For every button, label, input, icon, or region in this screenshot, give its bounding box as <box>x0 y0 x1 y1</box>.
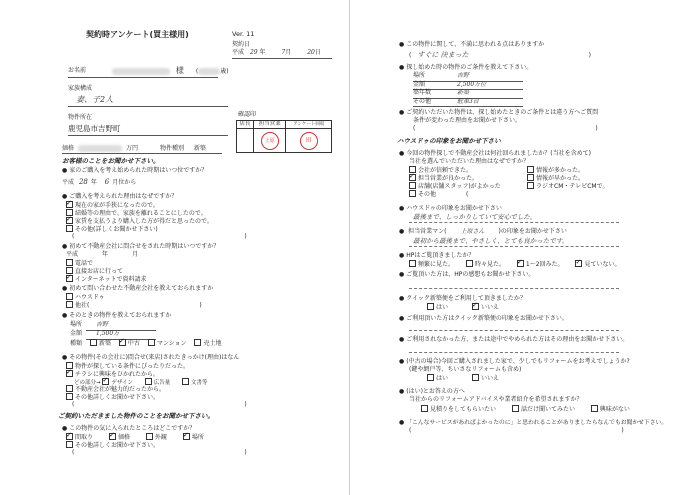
r7-option[interactable]: ✓ 見ていない。 <box>575 261 620 268</box>
name-label: お名前 <box>68 67 87 74</box>
q4-options <box>66 294 202 310</box>
contract-date-label: 契約日 <box>232 41 251 48</box>
q5-type: 種類 新築 ✓ 中古 マンション 売土地 <box>70 340 221 348</box>
r13-text-2: 当社からのリフォームアドバイスや業者紹介を希望されますか？ <box>409 396 583 403</box>
r7-text: ● HPはご覧頂きましたか？ <box>399 253 474 260</box>
r4-option[interactable]: 情報が早かった。 <box>527 175 609 183</box>
q7-option[interactable]: ✓間取り <box>66 434 93 441</box>
q1-text: ● 家のご購入を考え始められた時期はいつ位ですか？ <box>62 168 207 175</box>
q6-option[interactable]: ✓チラシに興味をひかれたから。 <box>66 371 247 379</box>
confirm-seal-label: 確認印 <box>238 111 257 118</box>
q3-text: ● 初めて不動産会社に問合せをされた時期はいつですか？ <box>62 244 219 251</box>
r7-options <box>409 261 620 269</box>
q3-option[interactable]: 直接お店に行って <box>66 268 146 276</box>
q6-options: 物件が探している条件にぴったりだった。 ✓チラシに興味をひかれたから。 どの部分→ ✓ デザイン 広告量 文書等 不動産会社が魅力的だったから。 その他詳しくお聞かせ下さい。 ( ) <box>66 363 247 409</box>
q3-option[interactable]: ✓インターネットで資料請求 <box>66 276 146 284</box>
q5-type-option[interactable]: 新築 <box>90 340 111 347</box>
q5-type-option[interactable]: ✓ 中古 <box>119 340 140 347</box>
r4-option[interactable]: 会社が信頼できた。 <box>409 167 501 175</box>
q5-type-option[interactable]: マンション <box>148 340 187 347</box>
q2-options: ✓現在の家が手狭になったので。 結婚等の理由で、家族を離れることにしたので。 ✓家賃を支払うより購入した方が得だと思ったので。 その他(詳しくお聞かせ下さい) ( ) <box>66 202 247 240</box>
q6-part[interactable]: 文書等 <box>182 380 208 386</box>
r5-text: ● ハウスドゥの印象をお聞かせ下さい <box>399 206 502 213</box>
q4-option[interactable]: 他社( ) <box>66 302 202 310</box>
section-customer: お客様のことをお聞かせ下さい。 <box>62 157 160 165</box>
q6-text: ● その物件(その会社に)問合せ(来店)されたきっかけ(理由)はなん <box>62 355 239 362</box>
r12-text-2: (鍵や網戸等、ちいさなリフォームも含め) <box>409 366 522 373</box>
q6-option[interactable]: 物件が探している条件にぴったりだった。 <box>66 363 247 371</box>
r1-answer-row: ( すぐに 決まった ) <box>409 51 591 59</box>
q7-option[interactable]: ✓ 場所 <box>183 434 204 441</box>
q5-text: ● そのときの物件を教えておられますか <box>62 313 171 320</box>
q7-text: ● この物件の気に入られたところはどこですか？ <box>62 426 195 433</box>
r13-text: ● (はい)とお答えの方へ <box>399 389 465 396</box>
q3-option[interactable]: 電話で <box>66 260 146 268</box>
survey-title: 契約時アンケート(買主様用) <box>86 30 189 39</box>
q7-other[interactable]: その他詳しくお聞かせ下さい。 <box>66 442 159 450</box>
sales-seal: 上原 <box>261 132 279 150</box>
r6-answer: 最初から最後まで、やさしく、とても良かったです。 <box>413 237 569 245</box>
r4-left-options <box>409 167 501 199</box>
r2-text: ● 探し始めた時の物件のご条件を教えて下さい。 <box>399 65 532 72</box>
redacted-name <box>112 68 170 75</box>
family-label: 家族構成 <box>68 85 93 92</box>
r4-option[interactable]: 店舗(店舗スタッフ)がよかった <box>409 183 501 191</box>
q4-option[interactable]: ハウスドゥ <box>66 294 202 302</box>
r13-option[interactable]: 興味がない <box>591 406 630 413</box>
r4-option[interactable]: ラジオCM・テレビCMで。 <box>527 183 609 191</box>
q2-option[interactable]: その他(詳しくお聞かせ下さい) <box>66 226 247 234</box>
r3-text-2: 条件が変わった理由をお聞かせ下さい。 <box>413 117 521 124</box>
q2-option[interactable]: ✓家賃を支払うより購入した方が得だと思ったので。 <box>66 218 247 226</box>
q6-option[interactable]: その他詳しくお聞かせ下さい。 <box>66 394 247 402</box>
r7-option[interactable]: ✓ 1〜2回みた。 <box>517 261 564 268</box>
r2-table: 場所 吉野 金額 2,500万位 築年数 新築 その他 駐車3台 <box>413 73 523 107</box>
r12-option[interactable]: はい <box>427 375 448 382</box>
r7-option[interactable]: 時々見た。 <box>466 261 505 268</box>
r11-text: ● ご利用されなかった方、または途中でやめられた方はその理由をお聞かせ下さい。 <box>399 337 628 344</box>
version-label: Ver. 11 <box>232 30 255 38</box>
family-value: 妻、子2人 <box>76 95 114 104</box>
section-property: ご契約いただきました物件のことをお聞かせ下さい。 <box>58 412 214 420</box>
location-value: 鹿児島市吉野町 <box>68 124 121 133</box>
r13-option[interactable]: 話だけ聞いてみたい <box>512 406 575 413</box>
q6-part[interactable]: ✓ デザイン <box>102 380 133 386</box>
r4-option[interactable]: 情報が多かった。 <box>527 167 609 175</box>
redacted-age <box>198 68 220 75</box>
r13-option[interactable]: 見積りをしてもらいたい <box>421 406 496 413</box>
q6-part[interactable]: 広告量 <box>145 380 171 386</box>
r8-text: ● ご覧頂いた方は、HPの感想もお聞かせ下さい。 <box>399 272 534 279</box>
q2-text: ● ご購入を考えられた理由はなぜですか？ <box>62 194 177 201</box>
r1-text: ● この物件に関して、不満に思われる点はありますか <box>399 42 544 49</box>
q2-option[interactable]: ✓現在の家が手狭になったので。 <box>66 202 247 210</box>
r9-option[interactable]: ✓ いいえ <box>472 304 499 311</box>
r7-option[interactable]: 頻繁に見た。 <box>409 261 454 268</box>
r9-options <box>427 304 499 312</box>
collection-seal: 田 <box>300 132 318 150</box>
section-impression: ハウスドゥの印象をお聞かせ下さい <box>397 137 501 145</box>
r13-options <box>421 406 630 414</box>
q2-option[interactable]: 結婚等の理由で、家族を離れることにしたので。 <box>66 210 247 218</box>
right-page: ● この物件に関して、不満に思われる点はありますか ( すぐに 決まった ) ● 探し始めた時の物件のご条件を教えて下さい。 場所 吉野 金額 2,500万位 築年数 新築 その他 駐車3台 ● ご契約いただいた物件は、探し始めたときのご条件とは違う方へご質問 条件が変わった理由をお聞かせ下さい。 ( ) ハウスドゥの印象をお聞かせ下さい ● 今回の物件探しで不動産会社は何社回られましたか？(当社を含めて) 当社を選んでいただいた理由はなぜですか？ 会社が信頼できた。 ✓担当営業が良かった。 店舗(店舗スタッフ)がよかった その他 ( 情報が多かった。 情報が早かった。 ラジオCM・テレビCMで。 ● ハウスドゥの印象をお聞かせ下さい 最後まで、しっかりしていて安心でした。 ● 担当営業マン( 上原さん )の印象をお聞かせ下さい 最初から最後まで、やさしく、とても良かったです。 ● HPはご覧頂きましたか？ 頻繁に見た。 時々見た。 ✓ 1〜2回みた。 ✓ 見ていない。 ● ご覧頂いた方は、HPの感想もお聞かせ下さい。 ● クイック新築便をご利用して頂きましたか？ はい ✓ いいえ ● ご利用頂いた方はクイック新築便の印象をお聞かせ下さい。 ● ご利用されなかった方、または途中でやめられた方はその理由をお聞かせ下さい。 ● (中古の場合)今回ご購入されました家で、少しでもリフォームをお考えでしょうか? (鍵や網戸等、ちいさなリフォームも含め) はい いいえ ● (はい)とお答えの方へ 当社からのリフォームアドバイスや業者紹介を希望されますか？ 見積りをしてもらいたい 話だけ聞いてみたい 興味がない ● 「こんなサービスがあればよかったのに」と思われることがありましたらなんでもお聞かせ下さい。 ( ) <box>351 0 700 495</box>
q1-answer: 平成 28 年 6 月位から <box>62 178 137 186</box>
r14-text: ● 「こんなサービスがあればよかったのに」と思われることがありましたらなんでもお聞かせ下さい。 <box>399 420 667 427</box>
contract-date: 平成 29 年 7月 20日 <box>232 49 321 56</box>
r9-option[interactable]: はい <box>427 304 448 311</box>
q7-options <box>66 434 204 442</box>
r4-text: ● 今回の物件探しで不動産会社は何社回られましたか？(当社を含めて) <box>399 151 591 158</box>
q4-text: ● 初めて問い合わせた不動産会社を教えておられますか <box>62 286 213 293</box>
left-page: 契約時アンケート(買主様用) Ver. 11 契約日 平成 29 年 7月 20日 お名前 様 ( 歳) 家族構成 妻、子2人 物件所在 鹿児島市吉野町 確認印 店長 担当営業 アンケート回収 上原 田 価格 万円 物件種別 新築 お客様のことをお聞かせ下さい。 ● 家のご購入を考え始められた時期はいつ位ですか？ 平成 28 年 6 月位から ● ご購入を考えられた理由はなぜですか？ ✓現在の家が手狭になったので。 結婚等の理由で、家族を離れることにしたので。 ✓家賃を支払うより購入した方が得だと思ったので。 その他(詳しくお聞かせ下さい) ( ) ● 初めて不動産会社に問合せをされた時期はいつですか？ 平成 年 月 電話で 直接お店に行って ✓インターネットで資料請求 ● 初めて問い合わせた不動産会社を教えておられますか ハウスドゥ 他社( ) ● そのときの物件を教えておられますか 場所 吉野 金額 1,500万 種類 新築 ✓ 中古 マンション 売土地 ● その物件(その会社に)問合せ(来店)されたきっかけ(理由)はなん 物件が探している条件にぴったりだった。 ✓チラシに興味をひかれたから。 どの部分→ ✓ デザイン 広告量 文書等 不動産会社が魅力的だったから。 その他詳しくお聞かせ下さい。 ( ) ご契約いただきました物件のことをお聞かせ下さい。 ● この物件の気に入られたところはどこですか？ ✓間取り ✓ 価格 外観 ✓ 場所 その他詳しくお聞かせ下さい。 ( ) <box>0 0 350 495</box>
q7-option[interactable]: 外観 <box>146 434 167 441</box>
r12-option[interactable]: いいえ <box>472 375 499 382</box>
q3-date: 平成 年 月 <box>66 251 139 258</box>
q3-options <box>66 260 146 284</box>
r3-text: ● ご契約いただいた物件は、探し始めたときのご条件とは違う方へご質問 <box>399 110 598 117</box>
r6-text: ● 担当営業マン( 上原さん )の印象をお聞かせ下さい <box>399 229 567 236</box>
price-row: 価格 万円 物件種別 新築 <box>62 145 206 152</box>
r4-option[interactable]: ✓担当営業が良かった。 <box>409 175 501 183</box>
r5-answer: 最後まで、しっかりしていて安心でした。 <box>413 213 537 221</box>
r4-text-2: 当社を選んでいただいた理由はなぜですか？ <box>409 158 530 165</box>
q7-option[interactable]: ✓ 価格 <box>109 434 130 441</box>
location-label: 物件所在 <box>68 114 93 121</box>
r9-text: ● クイック新築便をご利用して頂きましたか？ <box>399 296 526 303</box>
r4-right-options <box>527 167 609 191</box>
q5-type-option[interactable]: 売土地 <box>194 340 221 347</box>
r4-option[interactable]: その他 ( <box>409 191 501 199</box>
q5-price: 金額 1,500万 <box>70 330 120 337</box>
q6-option[interactable]: 不動産会社が魅力的だったから。 <box>66 386 247 394</box>
seal-table: 店長 担当営業 アンケート回収 上原 田 <box>236 120 332 153</box>
q5-place: 場所 吉野 <box>70 321 109 328</box>
r12-text: ● (中古の場合)今回ご購入されました家で、少しでもリフォームをお考えでしょうか? <box>399 359 630 366</box>
r12-options <box>427 375 499 383</box>
name-field: 様 ( 歳) <box>112 66 229 76</box>
r10-text: ● ご利用頂いた方はクイック新築便の印象をお聞かせ下さい。 <box>399 316 568 323</box>
